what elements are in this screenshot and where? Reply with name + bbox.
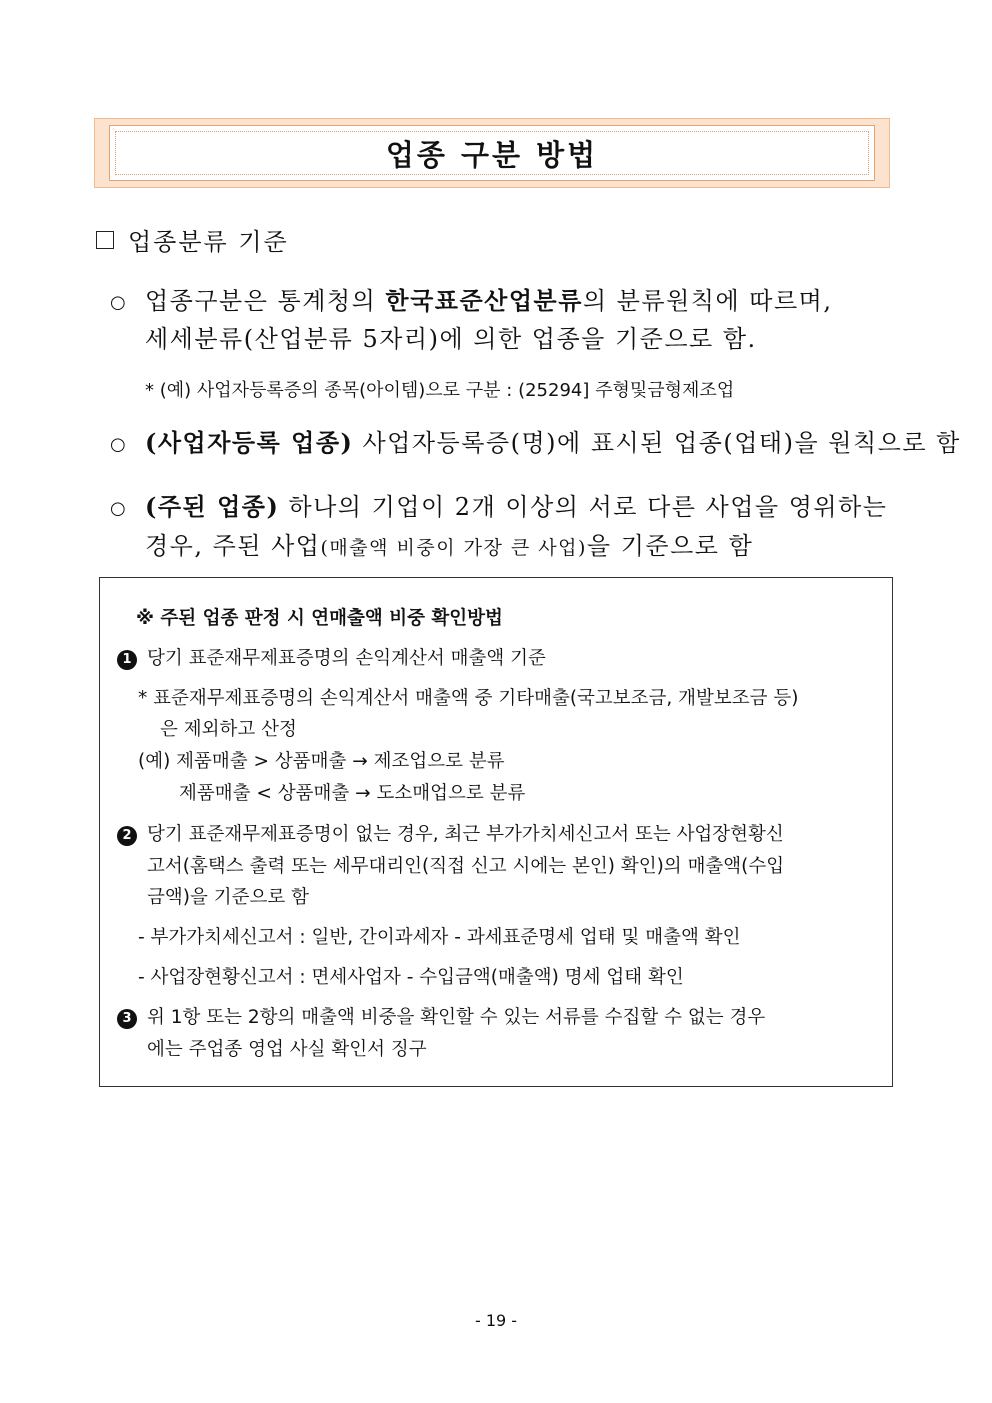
bullet-2-bold: (사업자등록 업종)	[145, 428, 354, 457]
title-dotted-frame	[115, 131, 869, 175]
section-heading	[96, 222, 289, 257]
box-item-1-example-2: 제품매출 < 상품매출 → 도소매업으로 분류	[179, 783, 526, 804]
box-item-2	[117, 820, 784, 846]
bullet-1-text: 업종구분은 통계청의	[145, 287, 386, 315]
bullet-2-line	[145, 422, 961, 464]
box-item-1-note-2: 은 제외하고 산정	[160, 719, 297, 740]
box-item-1-note-1: * 표준재무제표증명의 손익계산서 매출액 중 기타매출(국고보조금, 개발보조금 등)	[138, 688, 799, 709]
number-1-icon: 1	[117, 650, 137, 670]
bullet-1-bold: 한국표준산업분류	[385, 286, 583, 315]
circle-bullet-icon: ○	[110, 434, 126, 455]
page-title: 업종 구분 방법	[385, 137, 599, 172]
info-box	[99, 577, 893, 1087]
bullet-3-small: (매출액 비중이 가장 큰 사업)	[320, 537, 587, 559]
bullet-3-bold: (주된 업종)	[145, 492, 280, 521]
box-item-2-line-2: 고서(홈택스 출력 또는 세무대리인(직접 신고 시에는 본인) 확인)의 매출액(수입	[147, 856, 785, 877]
square-bullet-icon	[96, 231, 114, 249]
bullet-1-note: * (예) 사업자등록증의 종목(아이템)으로 구분 : (25294] 주형및금형제조업	[145, 380, 735, 401]
box-item-1-text: 당기 표준재무제표증명의 손익계산서 매출액 기준	[147, 648, 546, 669]
bullet-3-text-pre: 경우, 주된 사업	[145, 532, 321, 560]
box-item-3	[117, 1003, 765, 1029]
box-item-2-line-3: 금액)을 기준으로 함	[147, 887, 309, 908]
box-item-3-line-2: 에는 주업종 영업 사실 확인서 징구	[147, 1039, 427, 1060]
circle-bullet-icon: ○	[110, 292, 126, 313]
bullet-3-line-1	[145, 486, 887, 528]
number-3-icon: 3	[117, 1009, 137, 1029]
bullet-1-line-2: 세세분류(산업분류 5자리)에 의한 업종을 기준으로 함.	[145, 325, 757, 353]
box-item-1	[117, 644, 546, 670]
bullet-1-text-post: 의 분류원칙에 따르며,	[582, 287, 833, 315]
section-heading-text: 업종분류 기준	[128, 228, 289, 256]
box-item-2-detail-2: - 사업장현황신고서 : 면세사업자 - 수입금액(매출액) 명세 업태 확인	[138, 967, 684, 988]
box-item-1-example-1: (예) 제품매출 > 상품매출 → 제조업으로 분류	[138, 751, 505, 772]
box-title: ※ 주된 업종 판정 시 연매출액 비중 확인방법	[136, 608, 503, 629]
circle-bullet-icon: ○	[110, 498, 126, 519]
bullet-1-line-1	[145, 280, 832, 322]
box-item-2-line-1: 당기 표준재무제표증명이 없는 경우, 최근 부가가치세신고서 또는 사업장현황신	[147, 824, 784, 845]
bullet-3-text: 하나의 기업이 2개 이상의 서로 다른 사업을 영위하는	[279, 493, 888, 521]
page-number: - 19 -	[474, 1311, 518, 1330]
title-frame	[109, 125, 875, 181]
title-banner	[94, 118, 890, 188]
number-2-icon: 2	[117, 826, 137, 846]
box-item-3-line-1: 위 1항 또는 2항의 매출액 비중을 확인할 수 있는 서류를 수집할 수 없는 경우	[147, 1007, 766, 1028]
bullet-3-line-2	[145, 526, 753, 569]
bullet-2-text: 사업자등록증(명)에 표시된 업종(업태)을 원칙으로 함	[353, 429, 961, 457]
box-item-2-detail-1: - 부가가치세신고서 : 일반, 간이과세자 - 과세표준명세 업태 및 매출액 확인	[138, 927, 741, 948]
bullet-3-text-post: 을 기준으로 함	[586, 532, 754, 560]
